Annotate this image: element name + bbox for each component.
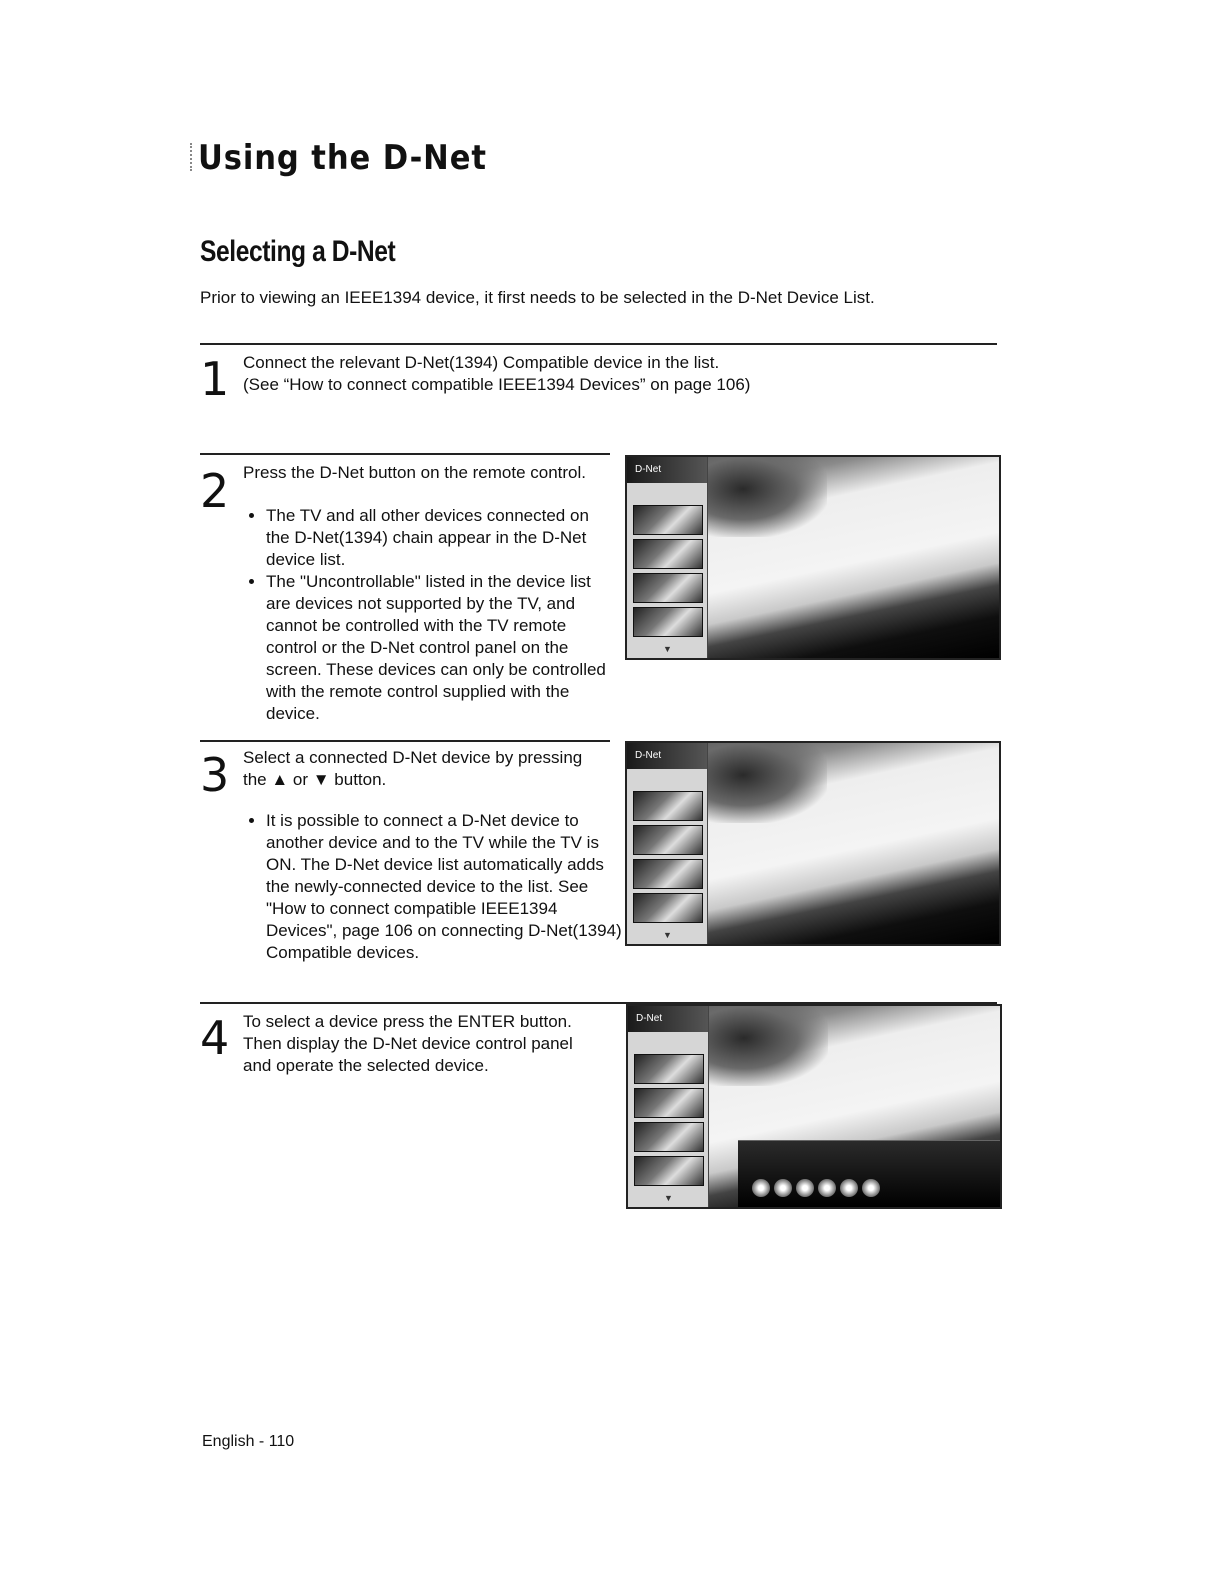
- page-footer: English - 110: [202, 1433, 295, 1450]
- device-tv: [633, 505, 703, 535]
- panel-header: D-Net: [627, 743, 707, 769]
- dnet-screen-1: [625, 455, 1001, 660]
- pause-icon: [818, 1179, 836, 1197]
- panel-header: D-Net: [628, 1006, 708, 1032]
- step-1-number: 1: [200, 352, 230, 406]
- chevron-down-icon: ▼: [663, 644, 672, 654]
- step-1-text: [243, 352, 983, 396]
- section-title: Selecting a D-Net: [200, 235, 396, 268]
- device-tv: [633, 791, 703, 821]
- dnet-screen-2: [625, 741, 1001, 946]
- step-2-rule: [200, 453, 610, 455]
- step-1-line-1: Connect the relevant D-Net(1394) Compatible device in the list.: [243, 353, 720, 372]
- step-1-line-2: (See “How to connect compatible IEEE1394 Devices” on page 106): [243, 375, 751, 394]
- screen-sky: [688, 1006, 828, 1086]
- device-vcr: [633, 573, 703, 603]
- playback-buttons: [752, 1179, 880, 1197]
- device-settop: [633, 825, 703, 855]
- panel-header: D-Net: [627, 457, 707, 483]
- step-3-bullets: [244, 810, 631, 964]
- device-list-panel: [627, 743, 708, 944]
- screen-sky: [687, 743, 827, 823]
- screen-sky: [687, 457, 827, 537]
- device-tv: [634, 1054, 704, 1084]
- step-4-text: To select a device press the ENTER button. Then display the D-Net device control panel and operate the selected device.: [243, 1012, 573, 1075]
- rewind-icon: [752, 1179, 770, 1197]
- device-camcorder: [633, 607, 703, 637]
- device-control-panel: [738, 1140, 1000, 1207]
- step-1-rule: [200, 343, 997, 345]
- step-3-number: 3: [200, 748, 230, 802]
- play-icon: [796, 1179, 814, 1197]
- dnet-screen-3: [626, 1004, 1002, 1209]
- step-3-rule: [200, 740, 610, 742]
- chevron-down-icon: ▼: [663, 930, 672, 940]
- intro-text: Prior to viewing an IEEE1394 device, it first needs to be selected in the D-Net Device List.: [200, 288, 875, 307]
- step-4-number: 4: [200, 1011, 230, 1065]
- device-vcr: [634, 1122, 704, 1152]
- record-icon: [862, 1179, 880, 1197]
- device-camcorder: [633, 893, 703, 923]
- step-2-bullets: [244, 505, 616, 725]
- device-camcorder: [634, 1156, 704, 1186]
- step-2-number: 2: [200, 464, 230, 518]
- step-3-bullet-1: • It is possible to connect a D-Net device to another device and to the TV while the TV is ON. The D-Net device list automatically adds the newly-connected device to the list. See "How to connect compatible IEEE1394 Devices", page 106 on connecting D-Net(1394) Compatible devices.: [266, 810, 631, 964]
- step-2-text: Press the D-Net button on the remote control.: [243, 463, 587, 482]
- step-2-bullet-2: • The "Uncontrollable" listed in the device list are devices not supported by the TV, and cannot be controlled with the TV remote control or the D-Net control panel on the screen. These devices can only be controlled with the remote control supplied with the device.: [266, 571, 616, 725]
- step-3-text: Select a connected D-Net device by pressing the ▲ or ▼ button.: [243, 748, 583, 789]
- device-list-panel: [627, 457, 708, 658]
- title-margin-mark: [190, 143, 195, 171]
- device-settop: [634, 1088, 704, 1118]
- device-list-panel: [628, 1006, 709, 1207]
- device-vcr: [633, 859, 703, 889]
- stop-icon: [774, 1179, 792, 1197]
- page-title: Using the D-Net: [198, 138, 487, 178]
- step-2-bullet-1: • The TV and all other devices connected on the D-Net(1394) chain appear in the D-Net device list.: [266, 505, 616, 571]
- chevron-down-icon: ▼: [664, 1193, 673, 1203]
- device-settop: [633, 539, 703, 569]
- fast-forward-icon: [840, 1179, 858, 1197]
